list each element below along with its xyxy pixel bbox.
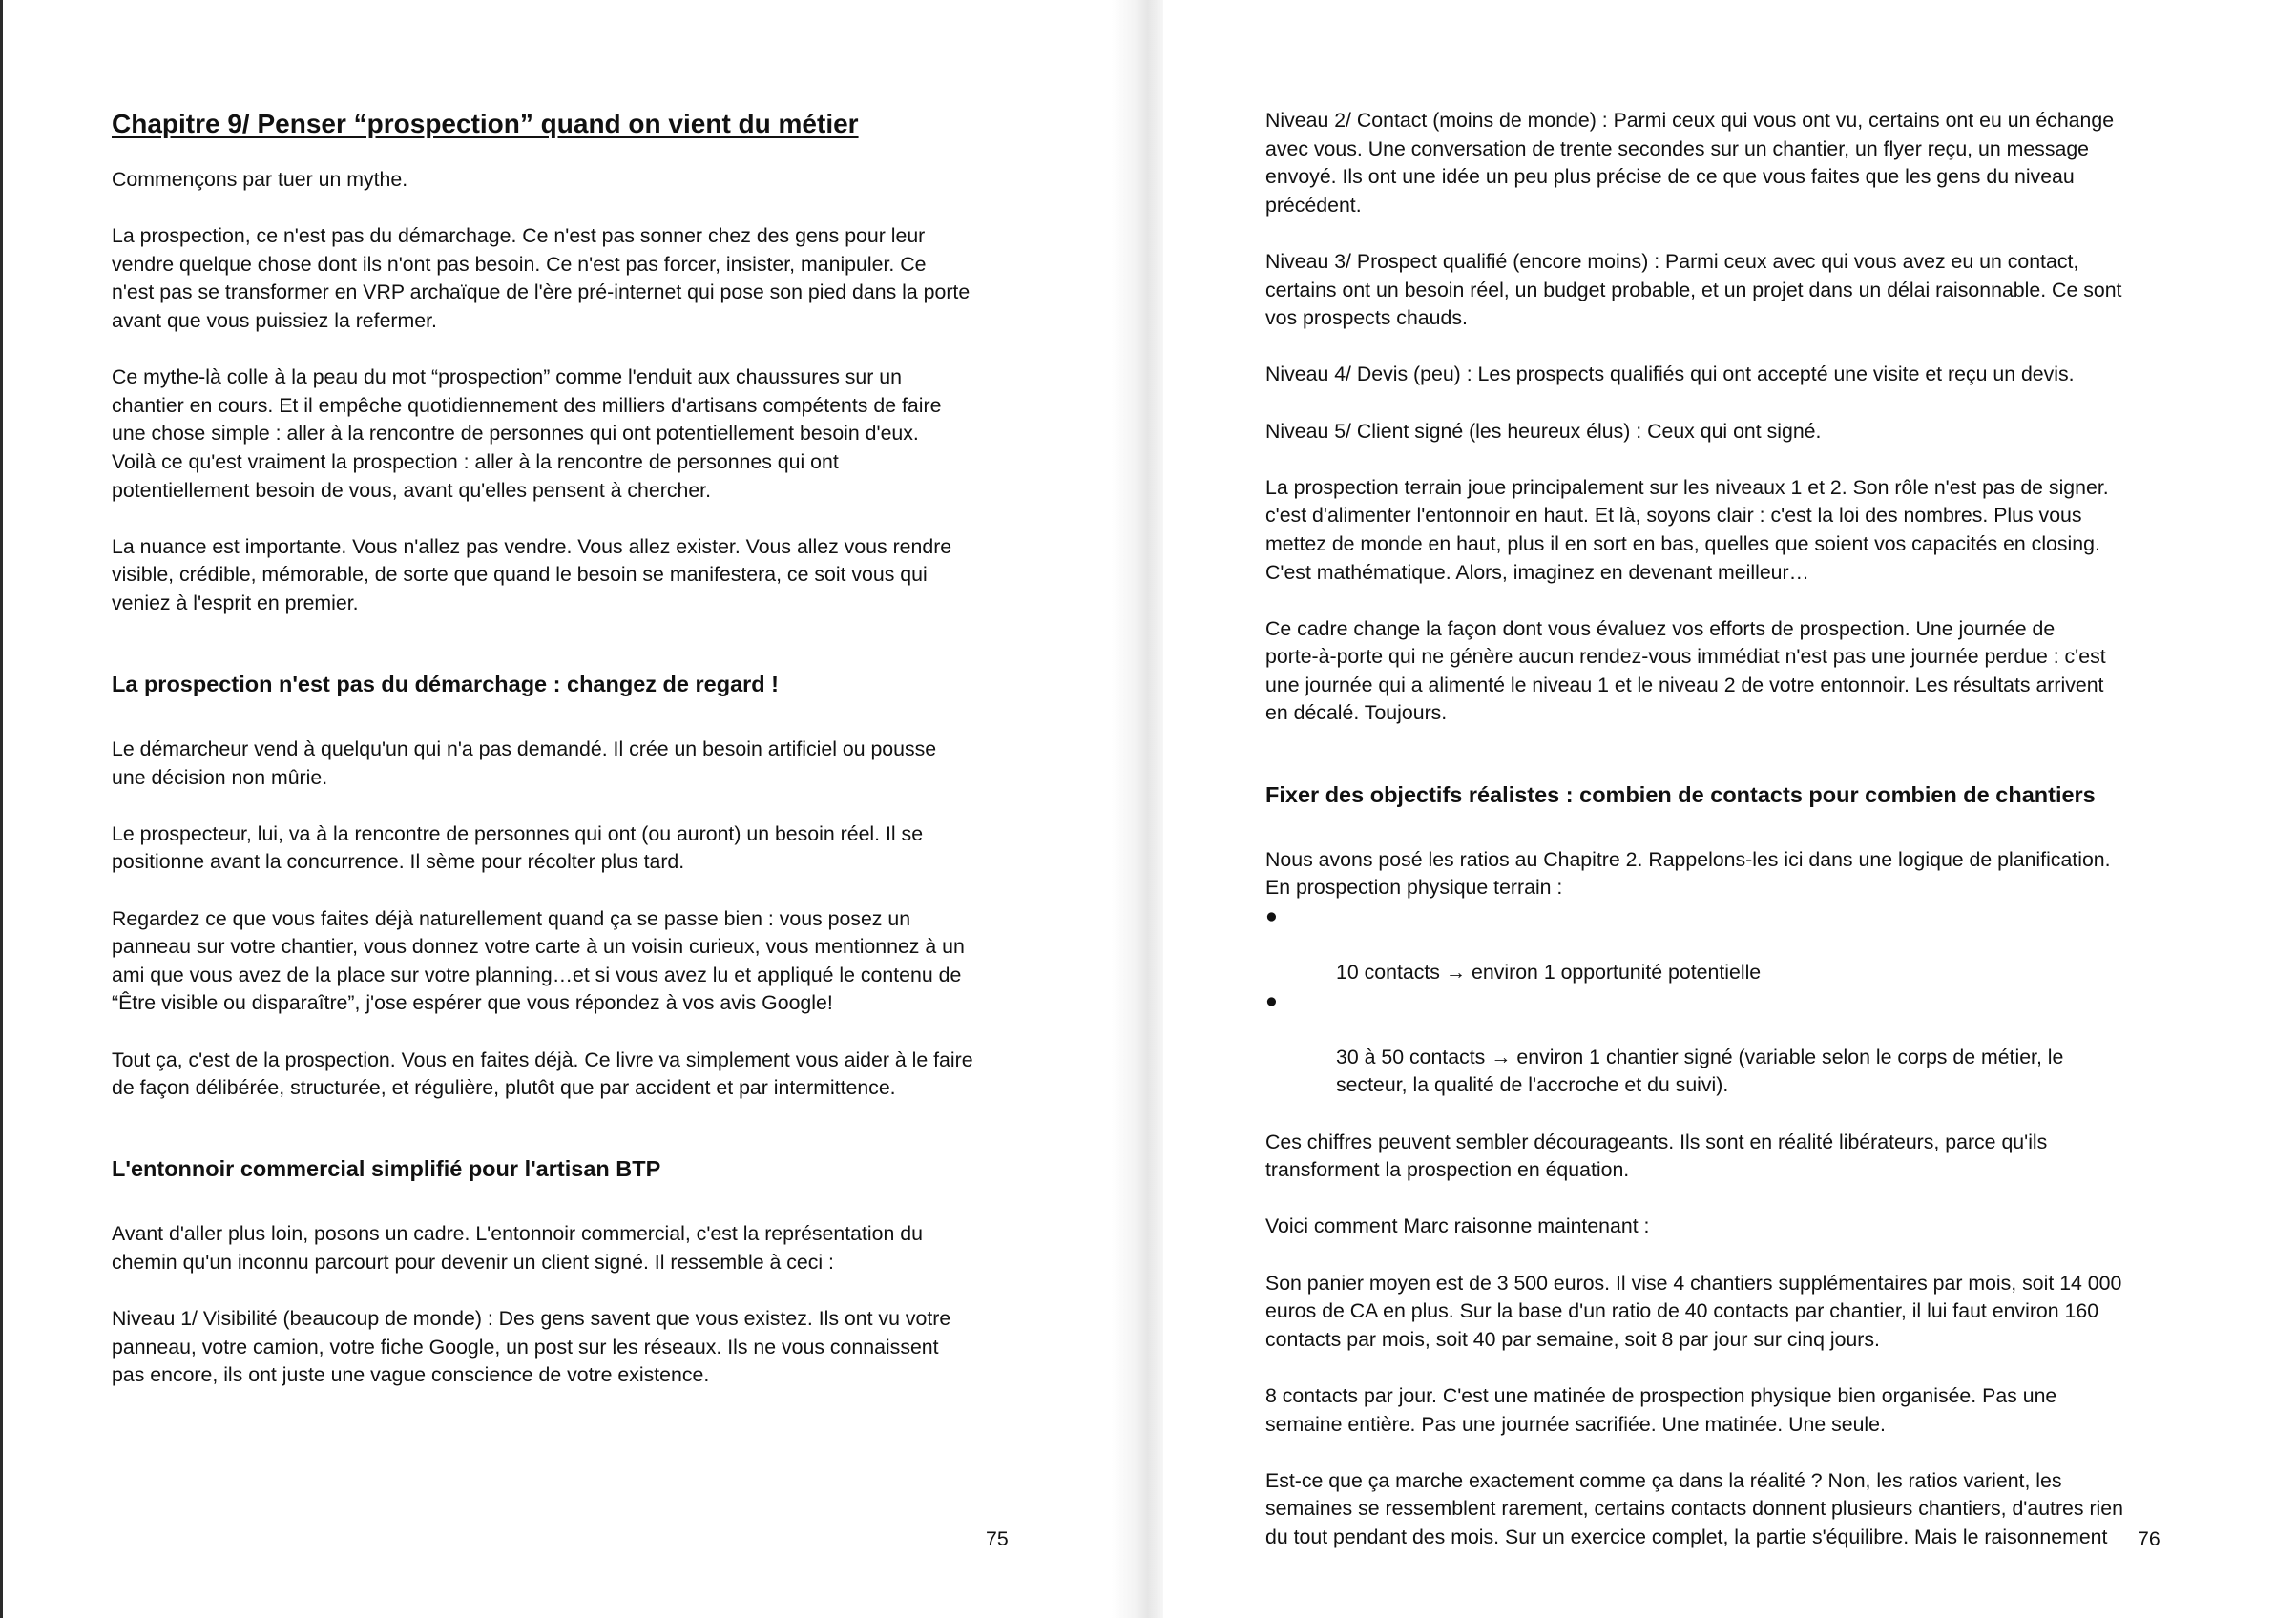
paragraph: Le prospecteur, lui, va à la rencontre de personnes qui ont (ou auront) un besoin réel. Il se positionne avant la concurrence. Il sème pour récolter plus tard. [112,821,924,874]
paragraph: Ce mythe-là colle à la peau du mot “prospection” comme l'enduit aux chaussures sur un chantier en cours. Et il empêche quotidiennement des milliers d'artisans compétents de faire une chose simple : aller à la rencontre de personnes qui ont potentiellement besoin d'eux. Voilà ce qu'est vraiment la prospection : aller à la rencontre de personnes qui ont potentiellement besoin de vous, avant qu'elles pensent à chercher. [112,365,942,502]
paragraph: Ces chiffres peuvent sembler décourageants. Ils sont en réalité libérateurs, parce qu'ils transforment la prospection en équation. [1265,1130,2048,1182]
list-item-text: 30 à 50 contacts → environ 1 chantier signé (variable selon le corps de métier, le secteur, la qualité de l'accroche et du suivi). [1336,1045,2064,1097]
paragraph: Avant d'aller plus loin, posons un cadre. L'entonnoir commercial, c'est la représentation du chemin qu'un inconnu parcourt pour devenir un client signé. Il ressemble à ceci : [112,1222,923,1274]
list-item-text: 10 contacts → environ 1 opportunité potentielle [1336,961,1762,985]
paragraph: Le démarcheur vend à quelqu'un qui n'a pas demandé. Il crée un besoin artificiel ou pousse une décision non mûrie. [112,737,937,789]
paragraph: Niveau 1/ Visibilité (beaucoup de monde) : Des gens savent que vous existez. Ils ont vu votre panneau, votre camion, votre fiche Google, un post sur les réseaux. Ils ne vous connaissent pas encore, ils ont juste une vague conscience de votre existence. [112,1307,951,1387]
bullet-icon: ● [1265,988,1278,1012]
paragraph: Son panier moyen est de 3 500 euros. Il vise 4 chantiers supplémentaires par mois, soit 14 000 euros de CA en plus. Sur la base d'un ratio de 40 contacts par chantier, il lui faut environ 160 contacts par mois, soit 40 par semaine, soit 8 par jour sur cinq jours. [1265,1271,2122,1351]
paragraph: La prospection terrain joue principalement sur les niveaux 1 et 2. Son rôle n'est pas de signer. c'est d'alimenter l'entonnoir en haut. Et là, soyons clair : c'est la loi des nombres. Plus vous mettez de monde en haut, plus il en sort en bas, quelles que soient vos capacités en closing. C'est mathématique. Alors, imaginez en devenant meilleur… [1265,475,2109,584]
right-page-content [1265,107,2172,1580]
section-heading: L'entonnoir commercial simplifié pour l'artisan BTP [112,1156,661,1182]
section-heading: La prospection n'est pas du démarchage : changez de regard ! [112,672,779,697]
paragraph: Nous avons posé les ratios au Chapitre 2. Rappelons-les ici dans une logique de planification. En prospection physique terrain : [1265,847,2111,900]
paragraph: Commençons par tuer un mythe. [112,168,408,191]
paragraph: La prospection, ce n'est pas du démarchage. Ce n'est pas sonner chez des gens pour leur vendre quelque chose dont ils n'ont pas besoin. Ce n'est pas forcer, insister, manipuler. Ce n'est pas se transformer en VRP archaïque de l'ère pré-internet qui pose son pied dans la porte avant que vous puissiez la refermer. [112,224,971,332]
bullet-icon: ● [1265,903,1278,927]
paragraph: Tout ça, c'est de la prospection. Vous en faites déjà. Ce livre va simplement vous aider à le faire de façon délibérée, structurée, et régulière, plutôt que par accident et par intermittence. [112,1048,973,1100]
paragraph: Voici comment Marc raisonne maintenant : [1265,1214,1650,1238]
chapter-title: Chapitre 9/ Penser “prospection” quand on vient du métier [112,109,859,138]
paragraph: Niveau 3/ Prospect qualifié (encore moins) : Parmi ceux avec qui vous avez eu un contact, certains ont un besoin réel, un budget probable, et un projet dans un délai raisonnable. Ce sont vos prospects chauds. [1265,249,2122,330]
page-number: 76 [2138,1527,2160,1550]
paragraph: Est-ce que ça marche exactement comme ça dans la réalité ? Non, les ratios varient, les semaines se ressemblent rarement, certains contacts donnent plusieurs chantiers, d'autres rien du tout pendant des mois. Sur un exercice complet, la partie s'équilibre. Mais le raisonnement [1265,1468,2123,1548]
right-page [1163,0,2296,1618]
paragraph: Niveau 4/ Devis (peu) : Les prospects qualifiés qui ont accepté une visite et reçu un devis. [1265,363,2075,386]
ratio-list [1265,902,2172,1100]
section-heading: Fixer des objectifs réalistes : combien de contacts pour combien de chantiers [1265,781,2096,807]
book-gutter [1112,0,1163,1618]
paragraph: Niveau 2/ Contact (moins de monde) : Parmi ceux qui vous ont vu, certains ont eu un échange avec vous. Une conversation de trente secondes sur un chantier, un flyer reçu, un message envoyé. Ils ont une idée un peu plus précise de ce que vous faites que les gens du niveau précédent. [1265,109,2115,217]
list-item [1265,987,2172,1100]
page-number: 75 [986,1527,1009,1550]
paragraph: Ce cadre change la façon dont vous évaluez vos efforts de prospection. Une journée de porte-à-porte qui ne génère aucun rendez-vous immédiat n'est pas une journée perdue : c'est une journée qui a alimenté le niveau 1 et le niveau 2 de votre entonnoir. Les résultats arrivent en décalé. Toujours. [1265,616,2106,725]
paragraph: Regardez ce que vous faites déjà naturellement quand ça se passe bien : vous posez un panneau sur votre chantier, vous donnez votre carte à un voisin curieux, vous mentionnez à un ami que vous avez de la place sur votre planning…et si vous avez lu et appliqué le contenu de “Être visible ou disparaître”, j'ose espérer que vous répondez à vos avis Google! [112,906,965,1015]
list-item [1265,902,2172,987]
paragraph: La nuance est importante. Vous n'allez pas vendre. Vous allez exister. Vous allez vous rendre visible, crédible, mémorable, de sorte que quand le besoin se manifestera, ce soit vous qui veniez à l'esprit en premier. [112,534,952,614]
left-page [3,0,1112,1618]
paragraph: 8 contacts par jour. C'est une matinée de prospection physique bien organisée. Pas une semaine entière. Pas une journée sacrifiée. Une matinée. Une seule. [1265,1383,2057,1436]
left-page-content [112,107,1018,1419]
paragraph: Niveau 5/ Client signé (les heureux élus) : Ceux qui ont signé. [1265,419,1822,443]
